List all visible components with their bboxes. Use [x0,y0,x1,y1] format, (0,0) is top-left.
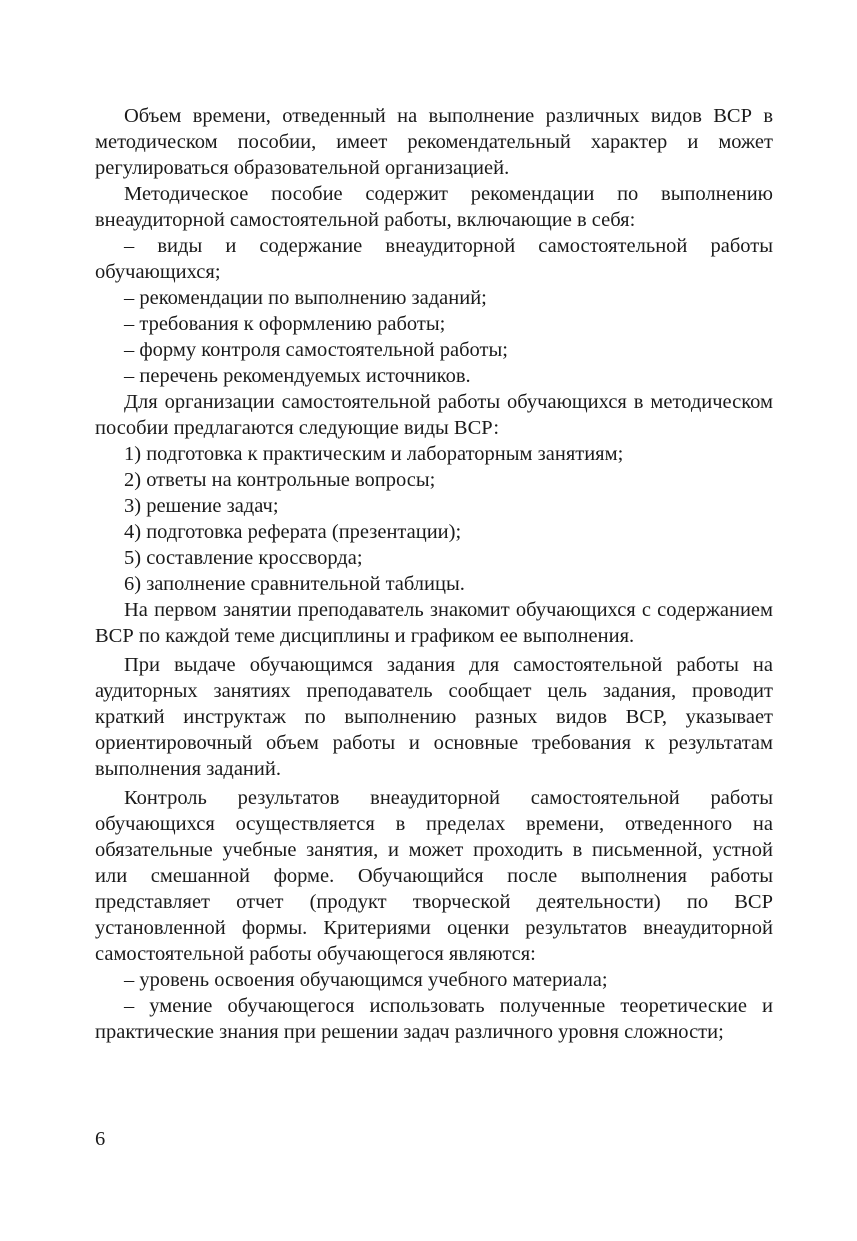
list-item: – виды и содержание внеаудиторной самостоятельной работы обучающихся; [95,235,773,283]
page-number: 6 [95,1128,106,1150]
list-item: 2) ответы на контрольные вопросы; [124,469,436,491]
list-item: – форму контроля самостоятельной работы; [124,339,508,361]
page-body [95,103,773,1045]
list-item: 6) заполнение сравнительной таблицы. [124,573,465,595]
paragraph-assignment-issue: При выдаче обучающимся задания для самостоятельной работы на аудиторных занятиях преподаватель сообщает цель задания, проводит краткий инструктаж по выполнению разных видов ВСР, указывает ориентировочный объем работы и основные требования к результатам выполнения заданий. [95,654,773,780]
list-item: 3) решение задач; [124,495,279,517]
paragraph-manual-contents: Методическое пособие содержит рекомендации по выполнению внеаудиторной самостоятельной работы, включающие в себя: [95,183,773,231]
list-item: 1) подготовка к практическим и лабораторным занятиям; [124,443,624,465]
paragraph-vsr-types: Для организации самостоятельной работы обучающихся в методическом пособии предлагаются следующие виды ВСР: [95,391,773,439]
list-item: – уровень освоения обучающимся учебного материала; [124,969,608,991]
paragraph-control: Контроль результатов внеаудиторной самостоятельной работы обучающихся осуществляется в пределах времени, отведенного на обязательные учебные занятия, и может проходить в письменной, устной или смешанной форме. Обучающийся после выполнения работы представляет отчет (продукт творческой деятельности) по ВСР установленной формы. Критериями оценки результатов внеаудиторной самостоятельной работы обучающегося являются: [95,787,773,965]
list-item: – рекомендации по выполнению заданий; [124,287,487,309]
list-item: – умение обучающегося использовать полученные теоретические и практические знания при решении задач различного уровня сложности; [95,995,773,1043]
paragraph-time-volume: Объем времени, отведенный на выполнение различных видов ВСР в методическом пособии, имеет рекомендательный характер и может регулироваться образовательной организацией. [95,105,773,179]
paragraph-first-lesson: На первом занятии преподаватель знакомит обучающихся с содержанием ВСР по каждой теме дисциплины и графиком ее выполнения. [95,599,773,647]
list-item: 4) подготовка реферата (презентации); [124,521,462,543]
list-item: – требования к оформлению работы; [124,313,446,335]
list-item: 5) составление кроссворда; [124,547,363,569]
list-item: – перечень рекомендуемых источников. [124,365,471,387]
